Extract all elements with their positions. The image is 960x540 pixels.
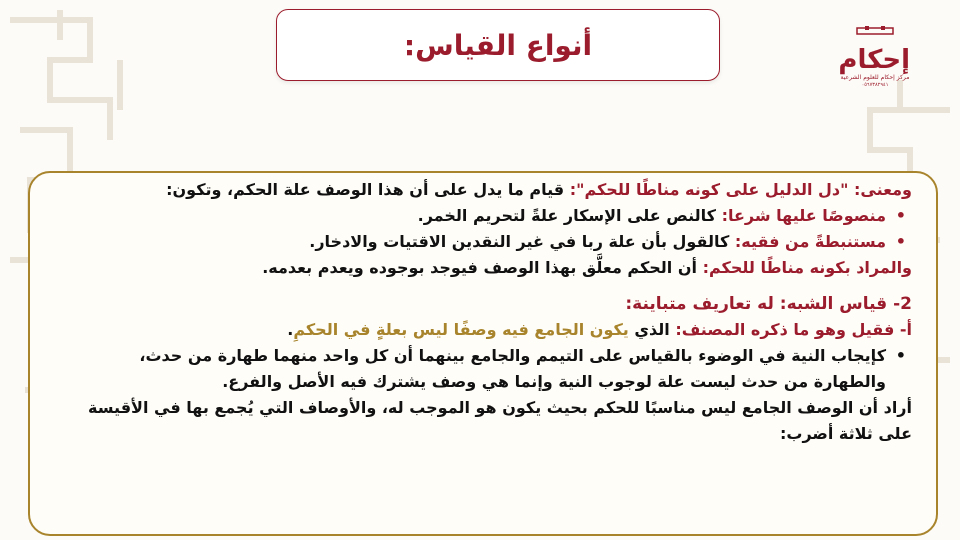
example-text: كإيجاب النية في الوضوء بالقياس على التيمم والجامع بينهما أن كل واحد منهما طهارة من حدث، والطهارة من حدث ليست علة لوجوب النية وإنما هي وصف يشترك فيه الأصل والفرع. [139,346,886,391]
content-body [70,177,912,447]
section-heading-shabah: 2- قياس الشبه: له تعاريف متباينة: [625,294,912,314]
definition-a-label: أ- فقيل وهو ما ذكره المصنف: [675,320,912,339]
bullet-dot-icon: • [895,346,906,365]
logo-mark-icon [855,26,895,36]
bullet-item-derived [70,229,912,255]
bullet-dot-icon: • [895,232,906,251]
logo-number: ٠٥٦٧٣٨٢٩٤١ [861,82,889,88]
paragraph-definition-a [70,317,912,343]
logo-name: إحكام [838,45,910,75]
logo [840,26,910,92]
intended-text: أن الحكم معلَّق بهذا الوصف فيوجد بوجوده ويعدم بعدمه. [262,258,703,277]
spacer [70,281,912,291]
stated-text: كالنص على الإسكار علةً لتحريم الخمر. [417,206,722,225]
slide-title: أنواع القياس: [403,28,593,62]
derived-label: مستنبطةً من فقيه: [734,232,886,251]
meaning-text: قيام ما يدل على أن هذا الوصف علة الحكم، وتكون: [166,180,570,199]
bullet-dot-icon: • [895,206,906,225]
paragraph-conclusion: أراد أن الوصف الجامع ليس مناسبًا للحكم بحيث يكون هو الموجب له، والأوصاف التي يُجمع بها في الأقيسة على ثلاثة أضرب: [88,398,912,443]
bullet-item-example [70,343,912,395]
paragraph-intended [70,255,912,281]
content-box [28,171,938,536]
meaning-label: ومعنى: "دل الدليل على كونه مناطًا للحكم": [569,180,912,199]
derived-text: كالقول بأن علة ربا في غير النقدين الاقتيات والادخار. [309,232,735,251]
intended-label: والمراد بكونه مناطًا للحكم: [702,258,912,277]
definition-a-end: . [287,320,294,339]
bullet-item-stated [70,203,912,229]
paragraph-meaning [70,177,912,203]
logo-subtitle: مركز إحكام للعلوم الشرعية [840,74,910,81]
stated-label: منصوصًا عليها شرعا: [721,206,886,225]
definition-a-connector: الذي [628,320,676,339]
definition-a-text: يكون الجامع فيه وصفًا ليس بعلةٍ في الحكمِ [293,320,629,339]
title-box [276,9,720,81]
